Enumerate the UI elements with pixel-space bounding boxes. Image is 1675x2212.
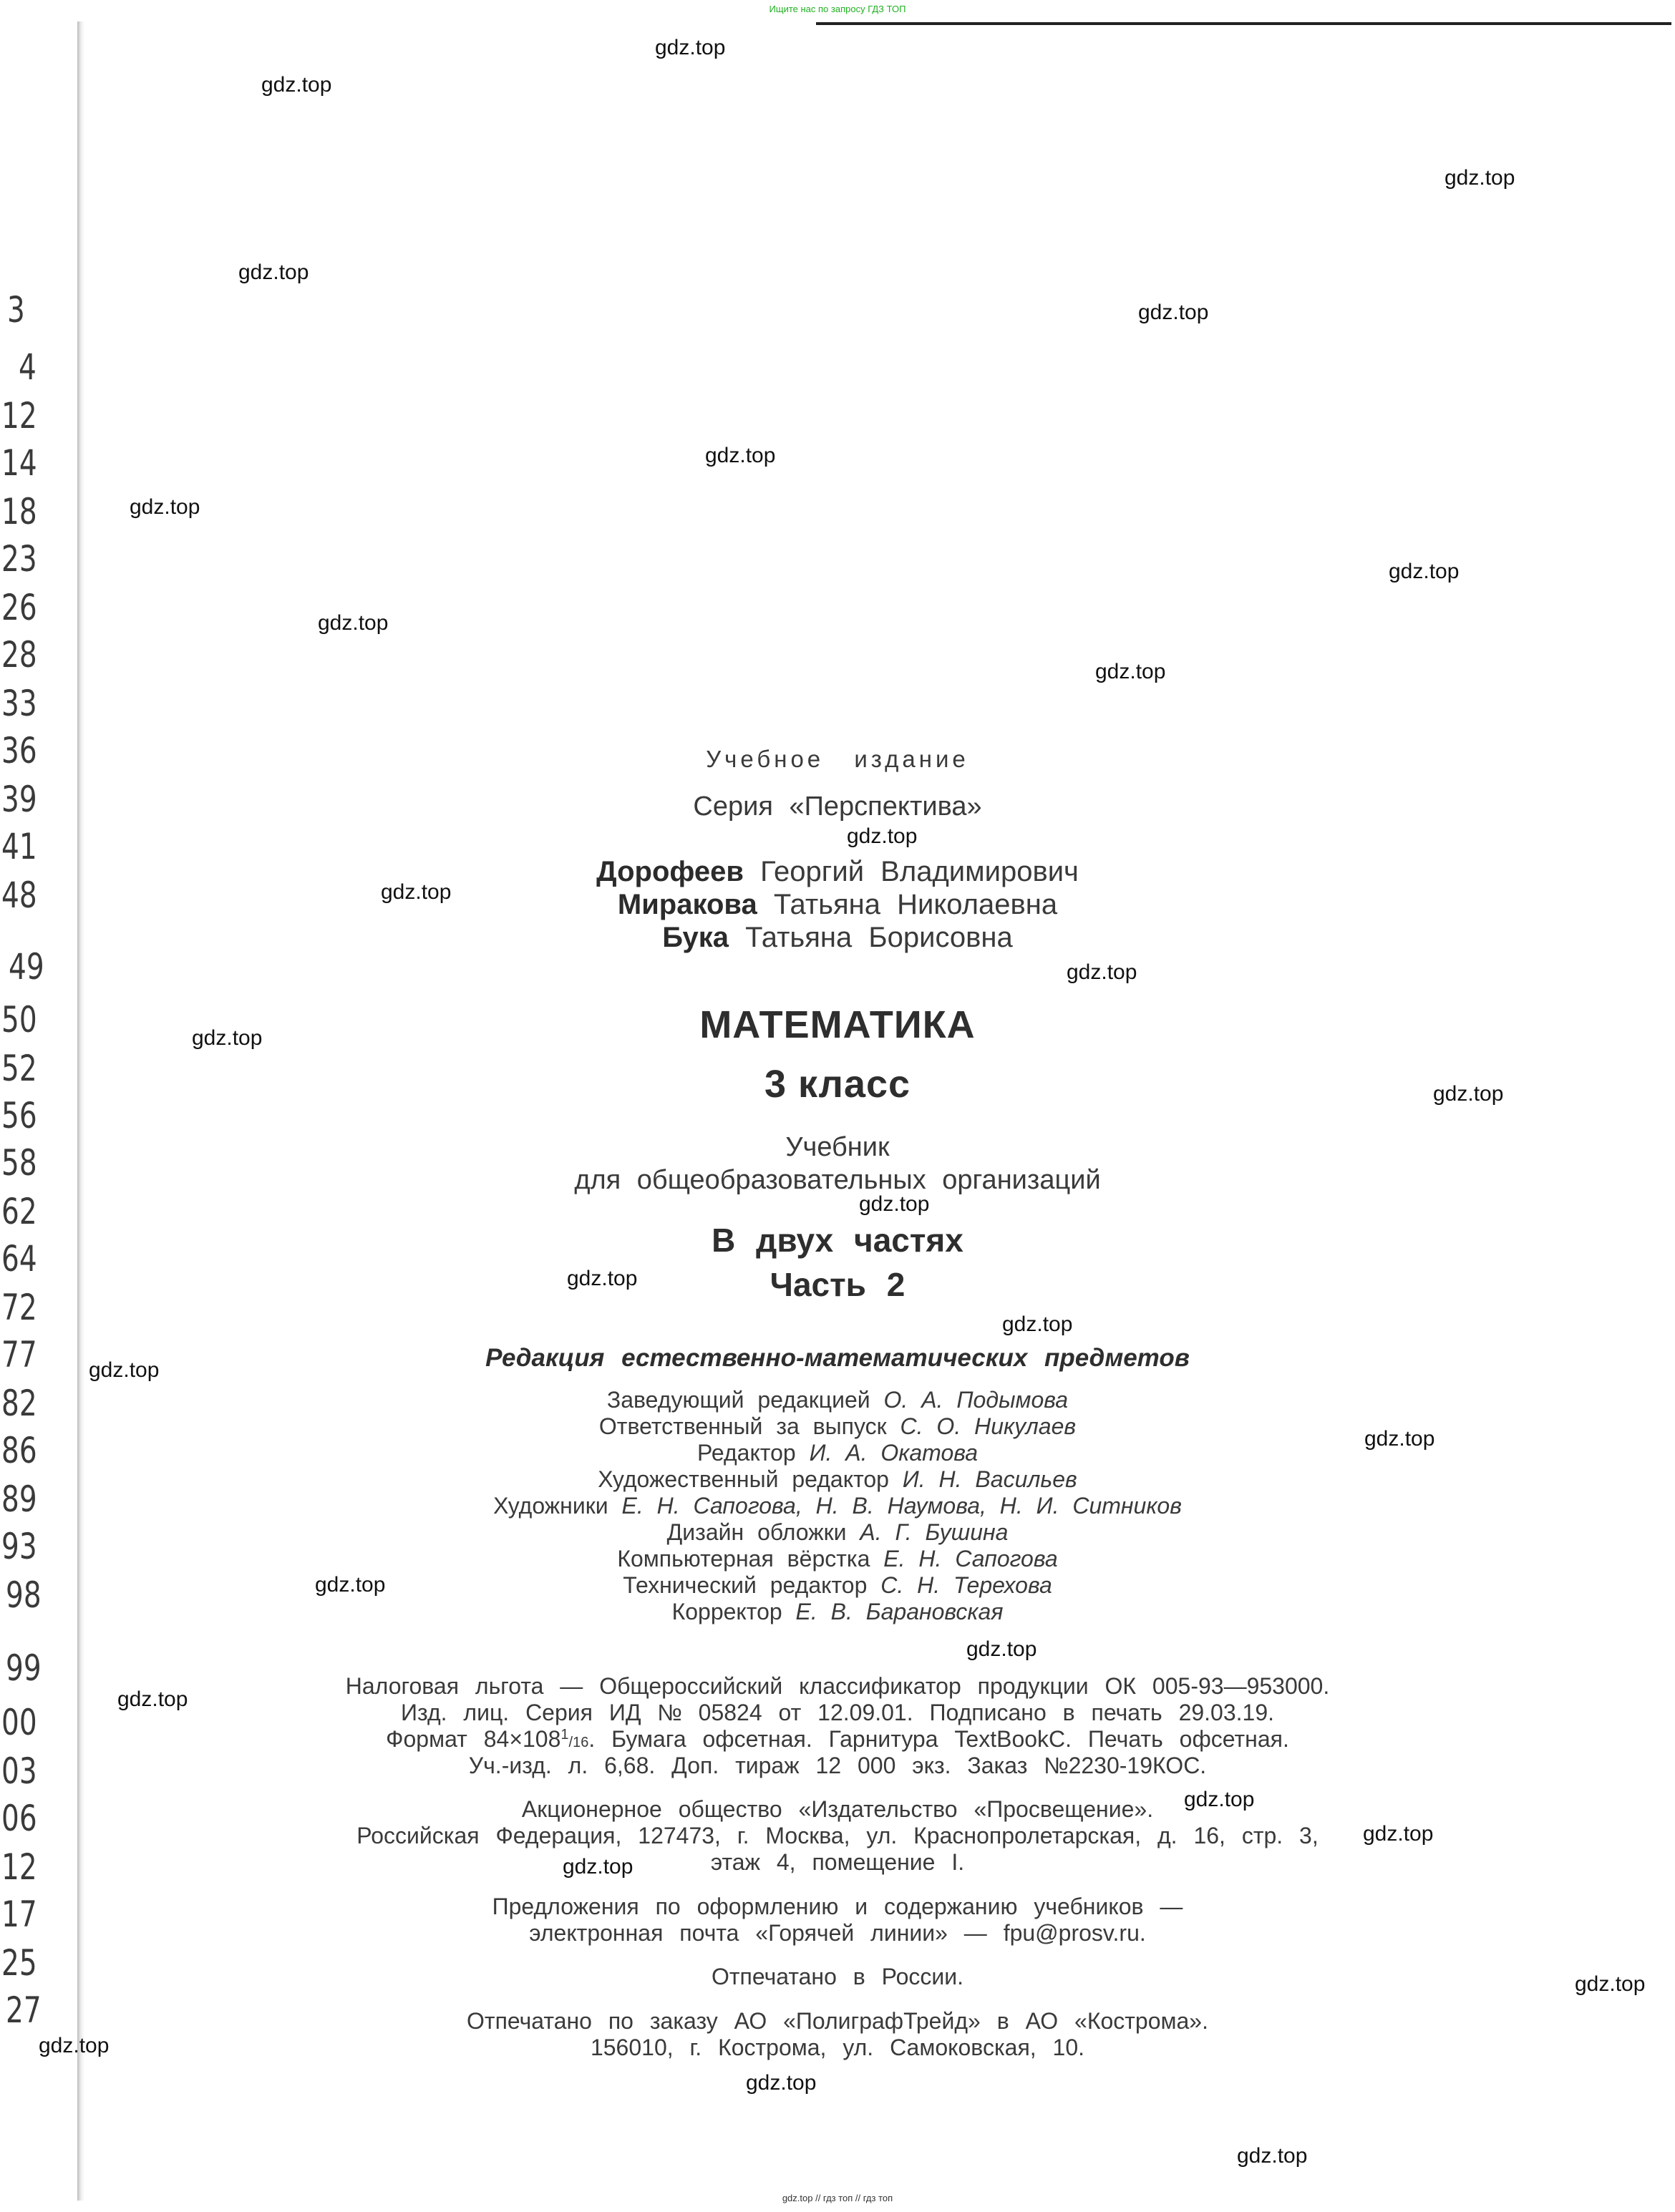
watermark: gdz.top (655, 36, 726, 59)
license-line: Изд. лиц. Серия ИД № 05824 от 12.09.01. Подписано в печать 29.03.19. (400, 1700, 1275, 1725)
format-sub: /16 (568, 1735, 589, 1750)
margin-number: 72 (1, 1287, 37, 1328)
format-suffix: . Бумага офсетная. Гарнитура TextBookC. Печать офсетная. (588, 1726, 1289, 1752)
margin-number: 50 (1, 999, 37, 1041)
staff-name: Е. Н. Сапогова, Н. В. Наумова, Н. И. Ситников (621, 1493, 1182, 1519)
editorial-office: Редакция естественно-математических предметов (485, 1344, 1190, 1372)
margin-number: 58 (1, 1142, 37, 1184)
margin-number: 52 (1, 1048, 37, 1089)
staff-role: Заведующий редакцией (606, 1387, 870, 1413)
margin-number: 3 (7, 289, 25, 331)
watermark: gdz.top (1095, 660, 1166, 683)
publisher-line: Российская Федерация, 127473, г. Москва, ул. Краснопролетарская, д. 16, стр. 3, (356, 1823, 1319, 1848)
subject-title: МАТЕМАТИКА (699, 1003, 976, 1046)
watermark: gdz.top (39, 2034, 110, 2057)
audience: для общеобразовательных организаций (574, 1165, 1101, 1195)
author-names: Георгий Владимирович (760, 856, 1079, 887)
author-3 (0, 923, 1675, 952)
staff-name: С. Н. Терехова (880, 1572, 1052, 1598)
staff-name: И. Н. Васильев (902, 1466, 1077, 1492)
margin-number: 48 (1, 874, 37, 916)
margin-number: 77 (1, 1334, 37, 1375)
part-number: Часть 2 (769, 1266, 906, 1303)
page-edge-shadow (77, 21, 84, 2201)
author-1 (0, 857, 1675, 886)
margin-number: 39 (1, 779, 37, 820)
margin-number: 98 (6, 1574, 42, 1616)
staff-line (0, 1521, 1675, 1544)
margin-number: 56 (1, 1095, 37, 1136)
margin-number: 12 (1, 395, 37, 437)
author-surname: Бука (662, 922, 729, 953)
staff-name: Е. В. Барановская (795, 1599, 1004, 1624)
watermark: gdz.top (1237, 2144, 1308, 2168)
feedback-line: электронная почта «Горячей линии» — fpu@prosv.ru. (529, 1920, 1146, 1946)
margin-number: 25 (1, 1942, 37, 1984)
margin-number: 82 (1, 1383, 37, 1424)
author-names: Татьяна Николаевна (773, 889, 1058, 920)
watermark: gdz.top (1445, 166, 1515, 190)
parts-total: В двух частях (712, 1222, 963, 1259)
watermark: gdz.top (1067, 960, 1137, 984)
printed-in: Отпечатано в России. (711, 1964, 964, 1989)
watermark: gdz.top (315, 1573, 386, 1597)
watermark: gdz.top (261, 73, 332, 97)
watermark: gdz.top (1364, 1427, 1435, 1451)
staff-role: Ответственный за выпуск (598, 1413, 887, 1439)
series: Серия «Перспектива» (693, 791, 982, 822)
watermark: gdz.top (966, 1637, 1037, 1661)
margin-number: 4 (19, 346, 37, 388)
format-line (0, 1728, 1675, 1750)
margin-number: 26 (1, 587, 37, 628)
watermark: gdz.top (381, 880, 452, 904)
staff-name: Е. Н. Сапогова (883, 1546, 1058, 1572)
watermark: gdz.top (130, 495, 200, 519)
edition-type: Учебное издание (706, 746, 969, 772)
watermark: gdz.top (1575, 1972, 1646, 1996)
format-prefix: Формат 84×108 (386, 1726, 561, 1752)
staff-role: Редактор (696, 1440, 796, 1466)
margin-number: 33 (1, 683, 37, 724)
publisher-line: этаж 4, помещение I. (710, 1849, 965, 1875)
margin-number: 06 (1, 1798, 37, 1839)
staff-name: С. О. Никулаев (900, 1413, 1077, 1439)
margin-number: 93 (1, 1526, 37, 1567)
margin-number: 12 (1, 1846, 37, 1888)
margin-number: 18 (1, 491, 37, 532)
watermark: gdz.top (1433, 1082, 1504, 1106)
watermark: gdz.top (318, 611, 389, 635)
watermark: gdz.top (1184, 1788, 1255, 1811)
staff-role: Дизайн обложки (666, 1519, 847, 1545)
staff-line (0, 1547, 1675, 1570)
publisher-line: Акционерное общество «Издательство «Просвещение». (521, 1796, 1154, 1822)
margin-number: 36 (1, 730, 37, 771)
watermark: gdz.top (238, 260, 309, 284)
watermark: gdz.top (563, 1855, 633, 1879)
watermark: gdz.top (847, 824, 918, 848)
format-sup: 1 (560, 1727, 569, 1743)
watermark: gdz.top (1363, 1822, 1434, 1846)
staff-line (0, 1574, 1675, 1597)
watermark: gdz.top (117, 1687, 188, 1711)
margin-number: 17 (1, 1894, 37, 1935)
author-surname: Дорофеев (596, 856, 744, 887)
staff-role: Художественный редактор (598, 1466, 889, 1492)
watermark: gdz.top (705, 444, 776, 467)
staff-role: Корректор (671, 1599, 782, 1624)
watermark: gdz.top (192, 1026, 263, 1050)
feedback-line: Предложения по оформлению и содержанию учебников — (492, 1894, 1183, 1919)
margin-number: 14 (1, 442, 37, 484)
print-run-line: Уч.-изд. л. 6,68. Доп. тираж 12 000 экз. Заказ №2230-19КОС. (468, 1753, 1207, 1778)
margin-number: 64 (1, 1238, 37, 1280)
margin-number: 41 (1, 826, 37, 867)
margin-number: 99 (6, 1647, 42, 1689)
staff-line (0, 1494, 1675, 1517)
tax-line: Налоговая льгота — Общероссийский классификатор продукции ОК 005-93—953000. (345, 1673, 1330, 1699)
book-type: Учебник (785, 1132, 890, 1162)
margin-number: 49 (9, 946, 44, 988)
watermark: gdz.top (746, 2071, 817, 2095)
staff-role: Компьютерная вёрстка (617, 1546, 870, 1572)
watermark: gdz.top (1002, 1312, 1073, 1336)
watermark: gdz.top (89, 1358, 160, 1382)
staff-role: Художники (493, 1493, 608, 1519)
watermark: gdz.top (1389, 560, 1460, 583)
header-link[interactable]: Ищите нас по запросу ГДЗ ТОП (769, 4, 906, 14)
staff-line (0, 1388, 1675, 1411)
grade-title: 3 класс (764, 1063, 911, 1106)
author-2 (0, 890, 1675, 919)
margin-number: 27 (6, 1989, 42, 2031)
staff-role: Технический редактор (623, 1572, 868, 1598)
watermark: gdz.top (859, 1192, 930, 1216)
staff-name: И. А. Окатова (809, 1440, 979, 1466)
printer-line: 156010, г. Кострома, ул. Самоковская, 10. (590, 2035, 1085, 2060)
staff-line (0, 1468, 1675, 1491)
margin-number: 89 (1, 1478, 37, 1520)
watermark: gdz.top (1138, 301, 1209, 324)
top-rule (816, 22, 1671, 25)
margin-number: 86 (1, 1430, 37, 1471)
margin-number: 23 (1, 538, 37, 580)
author-surname: Миракова (617, 889, 757, 920)
margin-number: 28 (1, 634, 37, 676)
margin-number: 00 (1, 1702, 37, 1743)
printer-line: Отпечатано по заказу АО «ПолиграфТрейд» в АО «Кострома». (467, 2008, 1208, 2034)
margin-number: 62 (1, 1191, 37, 1232)
watermark: gdz.top (567, 1267, 638, 1290)
margin-number: 03 (1, 1750, 37, 1792)
footer-links[interactable]: gdz.top // гдз топ // гдз топ (782, 2193, 893, 2203)
staff-name: О. А. Подымова (883, 1387, 1069, 1413)
staff-line (0, 1600, 1675, 1623)
staff-name: А. Г. Бушина (860, 1519, 1009, 1545)
author-names: Татьяна Борисовна (745, 922, 1013, 953)
